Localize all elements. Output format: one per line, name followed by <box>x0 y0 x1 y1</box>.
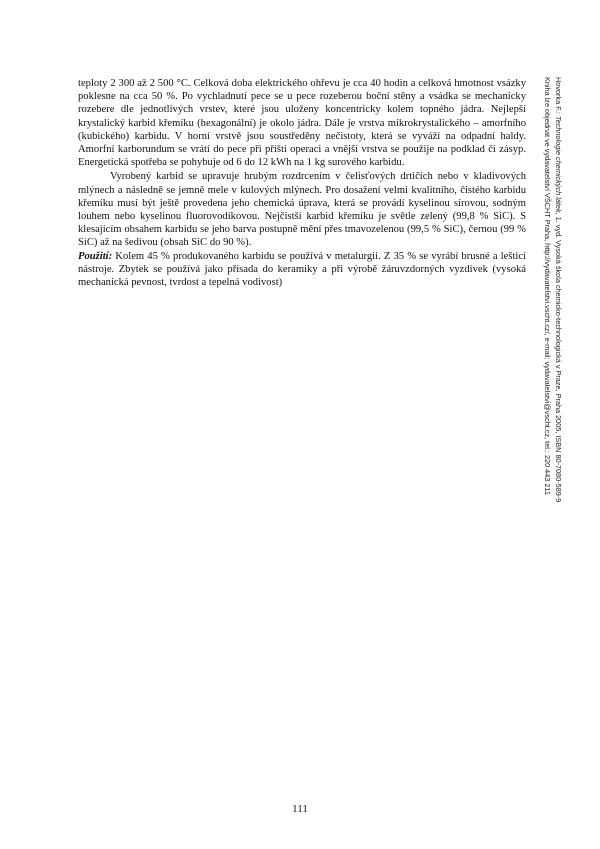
usage-label: Použití: <box>78 250 113 262</box>
paragraph-usage <box>78 250 526 290</box>
main-text <box>78 77 526 289</box>
paragraph-furnace-process: teploty 2 300 až 2 500 °C. Celková doba elektrického ohřevu je cca 40 hodin a celková hmotnost vsázky poklesne na cca 50 %. Po vychladnutí pece se u pece rozeberou boční stěny a vsádka se mechanicky rozebere dle jednotlivých vrstev, které jsou uloženy koncentricky kolem topného jádra. Nejlepší krystalický karbid křemíku (hexagonální) je okolo jádra. Dále je vrstva mikrokrystalického – amorfního (kubického) karbidu. V horní vrstvě jsou soustředěny nečistoty, která se vyváží na odpadní haldy. Amorfní karborundum se vrátí do pece při příští operaci a vnější vrstva se použije na podklad či zásyp. Energetická spotřeba se pohybuje od 6 do 12 kWh na 1 kg surového karbidu. <box>78 78 526 169</box>
citation-line-1 <box>553 77 564 547</box>
page-number: 111 <box>292 803 308 815</box>
usage-text: Kolem 45 % produkovaného karbidu se používá v metalurgii. Z 35 % se vyrábí brusné a lešticí nástroje. Zbytek se používá jako přísada do keramiky a při výrobě žáruvzdorných vyzdívek (vysoká mechanická pevnost, tvrdost a tepelná vodivost) <box>78 250 526 289</box>
citation-line-2: Kniha lze objednat ve vydavatelství VŠCHT Praha, http://vydavatelstvi.vscht.cz/, e-mail: vydavatelstvi@vscht.cz, tel.: 220 443 211 <box>543 77 553 495</box>
citation-author: Hovorka F.: <box>554 77 563 116</box>
side-citation <box>533 77 563 547</box>
citation-title: Technologie chemických látek <box>554 115 563 213</box>
citation-details: , 1. vyd. Vysoká škola chemicko-technologická v Praze, Praha 2005, ISBN 80-7080-589-9 <box>554 212 563 503</box>
paragraph-carbide-treatment: Vyrobený karbid se upravuje hrubým rozdrcením v čelisťových drtičích nebo v kladivových mlýnech a následně se jemně mele v kulových mlýnech. Pro dosažení velmi kvalitního, čistého karbidu křemíku musí být ještě provedena jeho chemická úprava, která se provádí kyselinou sírovou, sodným louhem nebo kyselinou fluorovodíkovou. Nejčistší karbid křemíku je světle zelený (99,8 % SiC). S klesajícím obsahem karbidu se jeho barva postupně mění přes tmavozelenou (99,5 % SiC), černou (99 % SiC) až na šedivou (obsah SiC do 90 %). <box>78 171 526 249</box>
